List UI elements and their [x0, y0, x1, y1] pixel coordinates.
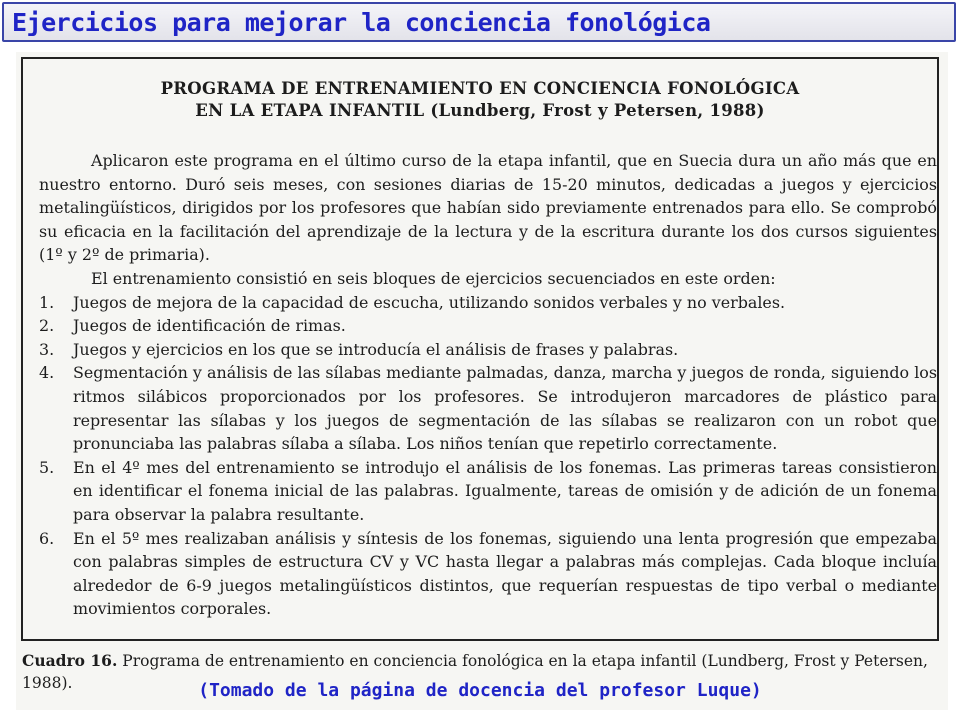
source-note: (Tomado de la página de docencia del profesor Luque)	[198, 680, 762, 701]
list-item-text: Segmentación y análisis de las sílabas mediante palmadas, danza, marcha y juegos de ronda, siguiendo los ritmos silábicos proporcionados por los profesores. Se introdujeron marcadores de plástico para representar las sílabas y los juegos de segmentación de las sílabas se realizaron con un robot que pronunciaba las palabras sílaba a sílaba. Los niños tenían que repetirlo correctamente.	[73, 363, 937, 454]
paragraph-2: El entrenamiento consistió en seis bloques de ejercicios secuenciados en este orden:	[91, 268, 776, 288]
document-title-line-2: EN LA ETAPA INFANTIL (Lundberg, Frost y Petersen, 1988)	[195, 101, 765, 120]
list-item	[39, 456, 937, 527]
list-item	[39, 291, 937, 315]
document-body	[39, 149, 937, 621]
slide-title-bar	[2, 2, 956, 42]
scanned-document	[16, 52, 948, 710]
document-frame	[21, 57, 939, 641]
caption-text: Programa de entrenamiento en conciencia fonológica en la etapa infantil (Lundberg, Frost y Petersen, 1988).	[22, 652, 928, 692]
list-item-number: 4.	[39, 363, 55, 383]
list-item-text: Juegos y ejercicios en los que se introducía el análisis de frases y palabras.	[73, 339, 679, 359]
paragraph-1: Aplicaron este programa en el último curso de la etapa infantil, que en Suecia dura un año más que en nuestro entorno. Duró seis meses, con sesiones diarias de 15-20 minutos, dedicadas a juegos y ejercicios metalingüísticos, dirigidos por los profesores que habían sido previamente entrenados para ello. Se comprobó su eficacia en la facilitación del aprendizaje de la lectura y de la escritura durante los dos cursos siguientes (1º y 2º de primaria).	[39, 151, 937, 265]
list-item-text: En el 5º mes realizaban análisis y síntesis de los fonemas, siguiendo una lenta progresión que empezaba con palabras simples de estructura CV y VC hasta llegar a palabras más complejas. Cada bloque incluía alrededor de 6-9 juegos metalingüísticos distintos, que requerían respuestas de tipo verbal o mediante movimientos corporales.	[73, 528, 937, 619]
list-item-number: 3.	[39, 339, 55, 359]
list-item	[39, 361, 937, 455]
list-item	[39, 338, 937, 362]
slide-title: Ejercicios para mejorar la conciencia fonológica	[12, 8, 711, 37]
list-item	[39, 314, 937, 338]
list-item-number: 6.	[39, 528, 55, 548]
list-item-text: Juegos de identificación de rimas.	[73, 316, 346, 336]
list-item-number: 5.	[39, 457, 55, 477]
list-item	[39, 527, 937, 621]
document-title-line-1: PROGRAMA DE ENTRENAMIENTO EN CONCIENCIA FONOLÓGICA	[160, 79, 800, 98]
list-item-number: 1.	[39, 292, 55, 312]
list-item-text: En el 4º mes del entrenamiento se introdujo el análisis de los fonemas. Las primeras tareas consistieron en identificar el fonema inicial de las palabras. Igualmente, tareas de omisión y de adición de un fonema para observar la palabra resultante.	[73, 457, 937, 524]
list-item-text: Juegos de mejora de la capacidad de escucha, utilizando sonidos verbales y no verbales.	[73, 292, 786, 312]
list-item-number: 2.	[39, 316, 55, 336]
caption-label: Cuadro 16.	[22, 651, 118, 670]
